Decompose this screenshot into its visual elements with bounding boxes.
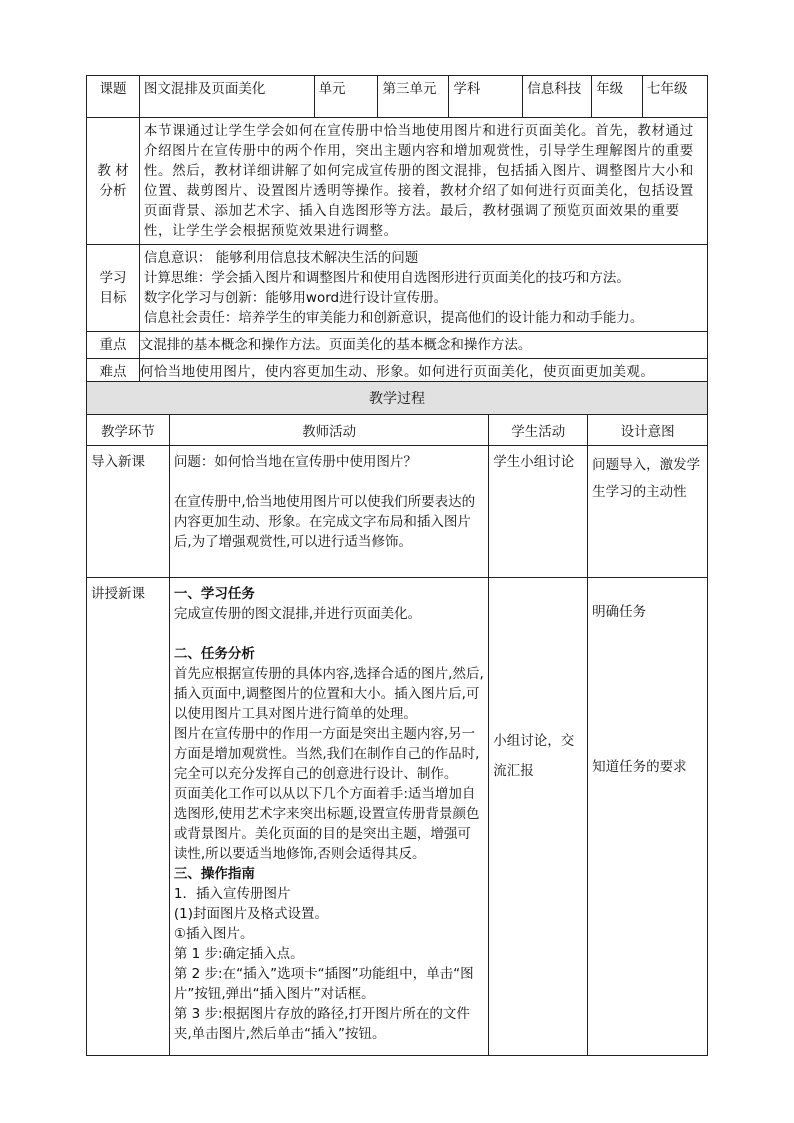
difficulty-label: 难点 <box>87 359 140 386</box>
header-row <box>87 76 708 118</box>
intro-student-activity: 学生小组讨论 <box>489 446 588 578</box>
analysis-text: 本节课通过让学生学会如何在宣传册中恰当地使用图片和进行页面美化。首先，教材通过介绍图片在宣传册中的两个作用，突出主题内容和增加观赏性，引导学生理解图片的重要性。然后，教材详细讲解了如何完成宣传册的图文混排，包括插入图片、调整图片大小和位置、裁剪图片、设置图片透明等操作。接着，教材介绍了如何进行页面美化，包括设置页面背景、添加艺术字、插入自选图形等方法。最后，教材强调了预览页面效果的重要性，让学生学会根据预览效果进行调整。 <box>139 118 707 245</box>
col-student-header: 学生活动 <box>489 415 588 446</box>
col-teacher-header: 教师活动 <box>169 415 488 446</box>
intro-row <box>87 446 708 578</box>
unit-value: 第三单元 <box>378 76 449 118</box>
task-heading: 一、学习任务 <box>173 586 255 602</box>
teaching-process-table <box>86 381 708 1056</box>
design-point: 知道任务的要求 <box>592 759 687 775</box>
goals-text <box>139 245 707 332</box>
key-point-label: 重点 <box>87 332 140 359</box>
guide-step: (1)封面图片及格式设置。 <box>173 906 328 922</box>
new-lesson-student-text: 小组讨论，交流汇报 <box>493 733 575 779</box>
intro-design: 问题导入，激发学生学习的主动性 <box>588 446 708 578</box>
guide-step: 第 3 步:根据图片存放的路径,打开图片所在的文件夹,单击图片,然后单击“插入”按钮。 <box>173 1006 470 1042</box>
col-stage-header: 教学环节 <box>87 415 170 446</box>
col-design-header: 设计意图 <box>588 415 708 446</box>
topic-label: 课题 <box>87 76 140 118</box>
analysis-heading: 二、任务分析 <box>173 646 255 662</box>
process-header-row <box>87 415 708 446</box>
analysis-row <box>87 118 708 245</box>
task-text: 完成宣传册的图文混排,并进行页面美化。 <box>173 606 422 622</box>
process-title: 教学过程 <box>87 382 708 415</box>
new-lesson-stage: 讲授新课 <box>87 578 170 1056</box>
key-point-text: 文混排的基本概念和操作方法。页面美化的基本概念和操作方法。 <box>139 332 707 359</box>
subject-value: 信息科技 <box>523 76 592 118</box>
goal-line: 计算思维：学会插入图片和调整图片和使用自选图形进行页面美化的技巧和方法。 <box>143 270 630 286</box>
grade-label: 年级 <box>592 76 643 118</box>
analysis-paragraph: 首先应根据宣传册的具体内容,选择合适的图片,然后,插入页面中,调整图片的位置和大小。插入图片后,可以使用图片工具对图片进行简单的处理。 <box>173 666 484 722</box>
design-point: 明确任务 <box>592 604 647 620</box>
analysis-paragraph: 图片在宣传册中的作用一方面是突出主题内容,另一方面是增加观赏性。当然,我们在制作自己的作品时,完全可以充分发挥自己的创意进行设计、制作。 <box>173 726 480 782</box>
intro-stage: 导入新课 <box>87 446 170 578</box>
goal-line: 数字化学习与创新：能够用word进行设计宣传册。 <box>143 290 448 306</box>
topic-value: 图文混排及页面美化 <box>139 76 314 118</box>
intro-question: 问题：如何恰当地在宣传册中使用图片？ <box>173 454 417 470</box>
guide-step: ①插入图片。 <box>173 926 254 942</box>
process-title-row <box>87 382 708 415</box>
guide-heading: 三、操作指南 <box>173 866 255 882</box>
key-point-row <box>87 332 708 359</box>
goals-label: 学习 目标 <box>87 245 140 332</box>
intro-text: 在宣传册中,恰当地使用图片可以使我们所要表达的内容更加生动、形象。在完成文字布局和插入图片后,为了增强观赏性,可以进行适当修饰。 <box>173 494 476 550</box>
new-lesson-student-activity <box>489 578 588 1056</box>
intro-teacher-activity <box>169 446 488 578</box>
new-lesson-row <box>87 578 708 1056</box>
goal-line: 信息意识： 能够利用信息技术解决生活的问题 <box>143 250 419 266</box>
guide-step: 第 1 步:确定插入点。 <box>173 946 304 962</box>
guide-step: 1．插入宣传册图片 <box>173 886 291 902</box>
grade-value: 七年级 <box>643 76 708 118</box>
new-lesson-design <box>588 578 708 1056</box>
lesson-info-table <box>86 75 708 386</box>
analysis-label: 教 材 分析 <box>87 118 140 245</box>
analysis-paragraph: 页面美化工作可以从以下几个方面着手:适当增加自选图形,使用艺术字来突出标题,设置宣传册背景颜色或背景图片。美化页面的目的是突出主题，增强可读性,所以要适当地修饰,否则会适得其反。 <box>173 786 480 862</box>
new-lesson-teacher-activity <box>169 578 488 1056</box>
goals-row <box>87 245 708 332</box>
unit-label: 单元 <box>314 76 378 118</box>
goal-line: 信息社会责任：培养学生的审美能力和创新意识，提高他们的设计能力和动手能力。 <box>143 310 644 326</box>
difficulty-text: 何恰当地使用图片，使内容更加生动、形象。如何进行页面美化，使页面更加美观。 <box>139 359 707 386</box>
subject-label: 学科 <box>449 76 523 118</box>
guide-step: 第 2 步:在“插入”选项卡“插图”功能组中，单击“图片”按钮,弹出“插入图片”对话框。 <box>173 966 474 1002</box>
